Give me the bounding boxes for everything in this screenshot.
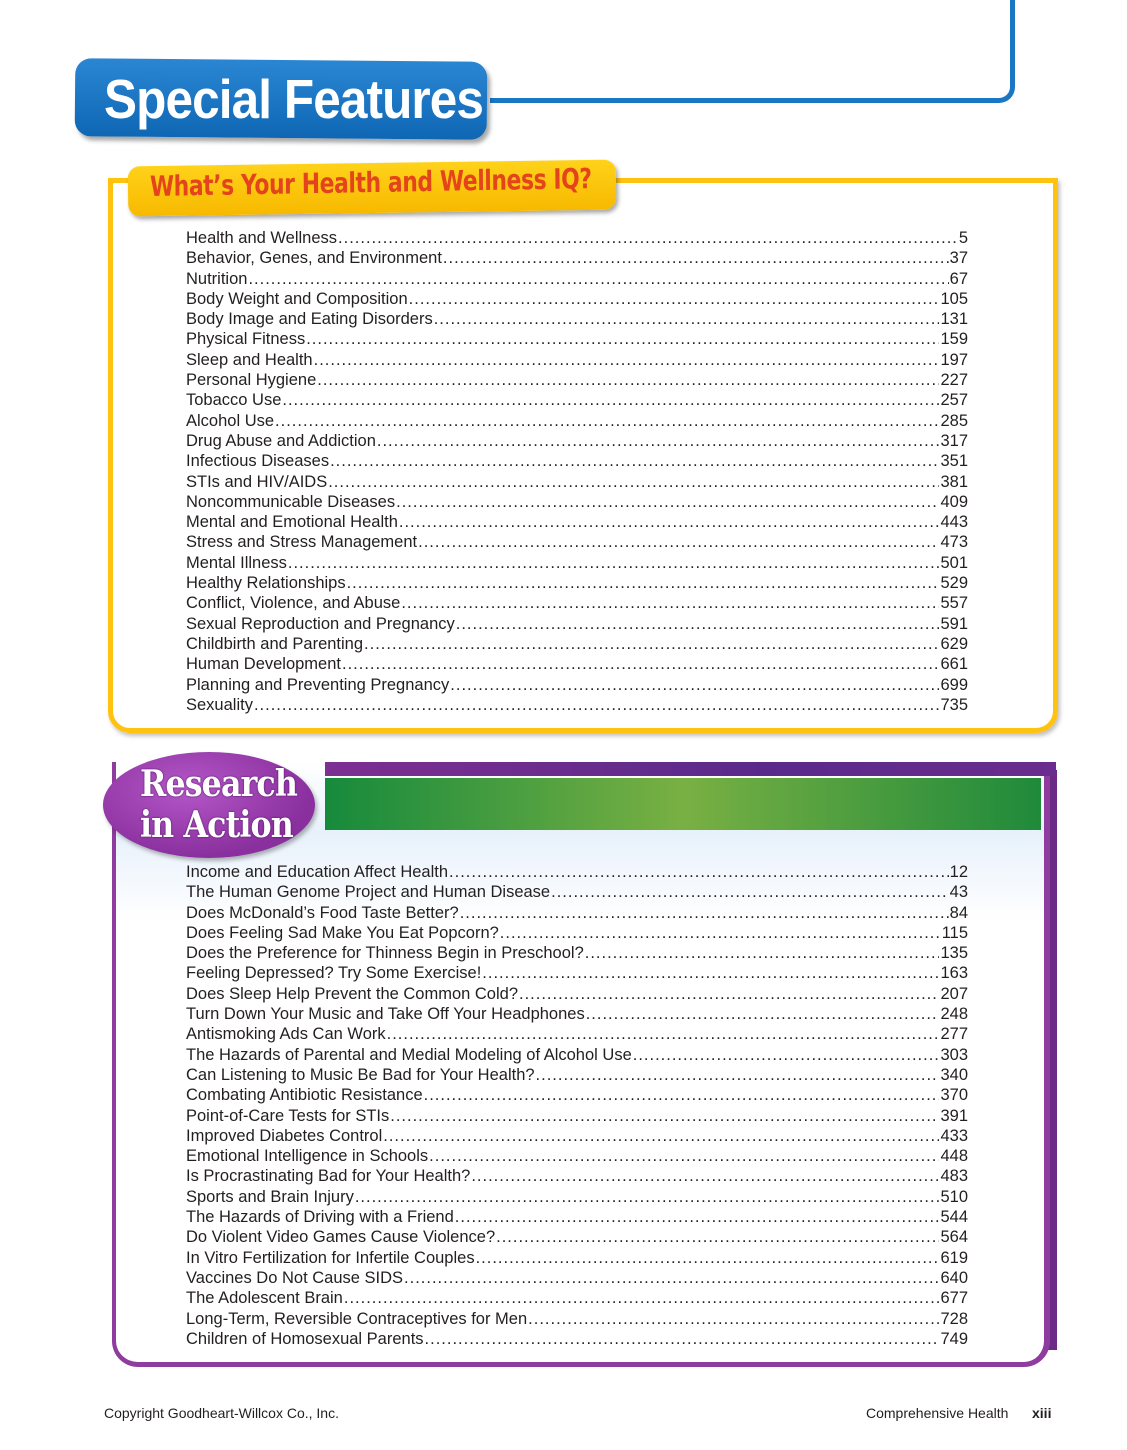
toc-entry-page: 544 <box>940 1208 968 1227</box>
page-title: Special Features <box>104 68 484 130</box>
toc-entry <box>186 329 968 349</box>
toc-entry <box>186 1166 968 1186</box>
toc-entry-title: The Hazards of Parental and Medial Modeling of Alcohol Use <box>186 1045 632 1064</box>
toc-entry-page: 443 <box>940 513 968 532</box>
dot-leader <box>425 1329 940 1349</box>
toc-entry <box>186 1227 968 1247</box>
dot-leader <box>338 228 958 248</box>
dot-leader <box>551 882 949 902</box>
toc-entry-title: The Human Genome Project and Human Disease <box>186 883 551 902</box>
dot-leader <box>401 593 939 613</box>
toc-entry-title: Can Listening to Music Be Bad for Your Health? <box>186 1065 535 1084</box>
toc-entry <box>186 963 968 983</box>
toc-entry-page: 735 <box>940 695 968 714</box>
toc-entry-title: Feeling Depressed? Try Some Exercise! <box>186 964 482 983</box>
toc-entry <box>186 1248 968 1268</box>
toc-entry-title: STIs and HIV/AIDS <box>186 472 328 491</box>
dot-leader <box>434 309 940 329</box>
research-top-bar <box>325 762 1056 776</box>
toc-entry <box>186 1309 968 1329</box>
dot-leader <box>314 350 940 370</box>
toc-entry-title: Do Violent Video Games Cause Violence? <box>186 1228 496 1247</box>
toc-entry-title: Combating Antibiotic Resistance <box>186 1086 423 1105</box>
toc-entry-title: Income and Education Affect Health <box>186 863 449 881</box>
toc-entry <box>186 228 968 248</box>
toc-entry <box>186 512 968 532</box>
toc-entry-title: Planning and Preventing Pregnancy <box>186 675 450 694</box>
toc-entry-page: 728 <box>940 1309 968 1328</box>
toc-entry <box>186 573 968 593</box>
dot-leader <box>424 1085 940 1105</box>
toc-entry-title: Vaccines Do Not Cause SIDS <box>186 1268 404 1287</box>
toc-entry-page: 115 <box>941 923 968 942</box>
toc-entry <box>186 532 968 552</box>
dot-leader <box>476 1248 940 1268</box>
toc-entry <box>186 943 968 963</box>
dot-leader <box>418 532 939 552</box>
dot-leader <box>443 248 949 268</box>
toc-entry-title: Alcohol Use <box>186 411 275 430</box>
toc-entry <box>186 882 968 902</box>
dot-leader <box>342 654 939 674</box>
toc-entry-title: Body Image and Eating Disorders <box>186 310 433 329</box>
dot-leader <box>344 1288 940 1308</box>
toc-entry-title: Behavior, Genes, and Environment <box>186 249 442 268</box>
dot-leader <box>377 431 940 451</box>
toc-entry <box>186 269 968 289</box>
toc-entry-title: Conflict, Violence, and Abuse <box>186 594 401 613</box>
health-iq-list <box>186 228 968 715</box>
research-green-banner <box>325 778 1041 830</box>
dot-leader <box>317 370 939 390</box>
toc-entry-page: 557 <box>940 594 968 613</box>
toc-entry <box>186 1004 968 1024</box>
dot-leader <box>585 943 940 963</box>
toc-entry-title: Drug Abuse and Addiction <box>186 431 376 450</box>
dot-leader <box>500 923 941 943</box>
toc-entry-title: Noncommunicable Diseases <box>186 492 396 511</box>
toc-entry-title: Long-Term, Reversible Contraceptives for Men <box>186 1309 528 1328</box>
toc-entry-title: Health and Wellness <box>186 229 338 247</box>
dot-leader <box>355 1187 940 1207</box>
dot-leader <box>347 573 940 593</box>
toc-entry <box>186 1065 968 1085</box>
toc-entry-page: 227 <box>940 371 968 390</box>
toc-entry-title: Healthy Relationships <box>186 574 346 593</box>
dot-leader <box>275 411 939 431</box>
dot-leader <box>383 1126 939 1146</box>
toc-entry-title: Children of Homosexual Parents <box>186 1329 424 1348</box>
dot-leader <box>471 1166 939 1186</box>
dot-leader <box>390 1106 939 1126</box>
dot-leader <box>399 512 940 532</box>
dot-leader <box>387 1024 940 1044</box>
research-title-line1: Research <box>140 763 297 805</box>
dot-leader <box>450 675 939 695</box>
toc-entry-title: Antismoking Ads Can Work <box>186 1025 386 1044</box>
toc-entry-page: 661 <box>940 655 968 674</box>
toc-entry <box>186 553 968 573</box>
toc-entry-page: 370 <box>940 1086 968 1105</box>
dot-leader <box>306 329 939 349</box>
toc-entry <box>186 1207 968 1227</box>
toc-entry-title: Stress and Stress Management <box>186 533 418 552</box>
toc-entry-page: 391 <box>940 1106 968 1125</box>
toc-entry-page: 135 <box>940 944 968 963</box>
toc-entry-title: The Hazards of Driving with a Friend <box>186 1208 454 1227</box>
toc-entry-title: Body Weight and Composition <box>186 289 408 308</box>
toc-entry-title: Turn Down Your Music and Take Off Your Headphones <box>186 1005 585 1024</box>
dot-leader <box>364 634 939 654</box>
toc-entry-page: 131 <box>940 310 968 329</box>
toc-entry-page: 677 <box>940 1289 968 1308</box>
toc-entry-page: 749 <box>940 1329 968 1348</box>
dot-leader <box>456 614 940 634</box>
toc-entry <box>186 923 968 943</box>
toc-entry-title: Does Feeling Sad Make You Eat Popcorn? <box>186 923 499 942</box>
toc-entry-page: 5 <box>958 229 968 247</box>
dot-leader <box>330 451 939 471</box>
toc-entry-title: Does the Preference for Thinness Begin in Preschool? <box>186 944 584 963</box>
toc-entry <box>186 1288 968 1308</box>
toc-entry-page: 483 <box>940 1167 968 1186</box>
toc-entry <box>186 862 968 882</box>
footer-page-number: xiii <box>1032 1405 1052 1421</box>
toc-entry <box>186 654 968 674</box>
dot-leader <box>528 1309 939 1329</box>
toc-entry-title: In Vitro Fertilization for Infertile Couples <box>186 1248 475 1267</box>
toc-entry <box>186 492 968 512</box>
toc-entry-page: 67 <box>949 269 968 288</box>
toc-entry <box>186 1126 968 1146</box>
toc-entry <box>186 411 968 431</box>
toc-entry-page: 619 <box>940 1248 968 1267</box>
toc-entry <box>186 472 968 492</box>
toc-entry <box>186 695 968 715</box>
toc-entry <box>186 903 968 923</box>
toc-entry <box>186 1085 968 1105</box>
toc-entry <box>186 248 968 268</box>
toc-entry-title: Mental and Emotional Health <box>186 513 398 532</box>
header-frame <box>490 0 1015 103</box>
toc-entry-page: 529 <box>940 574 968 593</box>
footer-copyright: Copyright Goodheart-Willcox Co., Inc. <box>104 1405 339 1421</box>
dot-leader <box>482 963 939 983</box>
toc-entry-title: Tobacco Use <box>186 391 282 410</box>
toc-entry-page: 448 <box>940 1147 968 1166</box>
toc-entry <box>186 1146 968 1166</box>
toc-entry <box>186 1187 968 1207</box>
toc-entry-title: Emotional Intelligence in Schools <box>186 1147 429 1166</box>
toc-entry-title: Sleep and Health <box>186 350 313 369</box>
toc-entry <box>186 1106 968 1126</box>
toc-entry-title: Childbirth and Parenting <box>186 634 364 653</box>
toc-entry <box>186 390 968 410</box>
toc-entry-title: Point-of-Care Tests for STIs <box>186 1106 390 1125</box>
research-list <box>186 862 968 1349</box>
toc-entry-title: Infectious Diseases <box>186 452 330 471</box>
toc-entry <box>186 634 968 654</box>
toc-entry <box>186 593 968 613</box>
toc-entry-title: Sports and Brain Injury <box>186 1187 354 1206</box>
toc-entry <box>186 431 968 451</box>
toc-entry <box>186 984 968 1004</box>
dot-leader <box>429 1146 939 1166</box>
dot-leader <box>460 903 949 923</box>
toc-entry-page: 640 <box>940 1268 968 1287</box>
toc-entry-page: 159 <box>940 330 968 349</box>
dot-leader <box>455 1207 940 1227</box>
toc-entry-page: 37 <box>949 249 968 268</box>
dot-leader <box>248 269 948 289</box>
dot-leader <box>449 862 949 882</box>
toc-entry-page: 207 <box>940 984 968 1003</box>
toc-entry-page: 163 <box>940 964 968 983</box>
toc-entry-page: 510 <box>940 1187 968 1206</box>
toc-entry-title: Improved Diabetes Control <box>186 1126 383 1145</box>
toc-entry-title: Does McDonald’s Food Taste Better? <box>186 903 459 922</box>
toc-entry-page: 433 <box>940 1126 968 1145</box>
toc-entry <box>186 451 968 471</box>
toc-entry <box>186 289 968 309</box>
toc-entry-page: 105 <box>940 289 968 308</box>
toc-entry-page: 564 <box>940 1228 968 1247</box>
dot-leader <box>328 472 939 492</box>
toc-entry-page: 381 <box>940 472 968 491</box>
toc-entry-page: 277 <box>940 1025 968 1044</box>
toc-entry <box>186 309 968 329</box>
toc-entry-page: 248 <box>940 1005 968 1024</box>
toc-entry-title: Does Sleep Help Prevent the Common Cold? <box>186 984 519 1003</box>
toc-entry <box>186 675 968 695</box>
toc-entry <box>186 1268 968 1288</box>
toc-entry-page: 699 <box>940 675 968 694</box>
toc-entry <box>186 1024 968 1044</box>
dot-leader <box>282 390 939 410</box>
toc-entry-title: Sexual Reproduction and Pregnancy <box>186 614 455 633</box>
toc-entry-page: 591 <box>940 614 968 633</box>
toc-entry-title: Sexuality <box>186 695 253 714</box>
toc-entry <box>186 370 968 390</box>
toc-entry-page: 501 <box>940 553 968 572</box>
toc-entry-title: Is Procrastinating Bad for Your Health? <box>186 1167 471 1186</box>
dot-leader <box>633 1045 940 1065</box>
toc-entry-title: Mental Illness <box>186 553 287 572</box>
dot-leader <box>404 1268 939 1288</box>
toc-entry <box>186 1045 968 1065</box>
toc-entry <box>186 350 968 370</box>
toc-entry-page: 340 <box>940 1065 968 1084</box>
dot-leader <box>586 1004 940 1024</box>
dot-leader <box>536 1065 940 1085</box>
toc-entry-page: 473 <box>940 533 968 552</box>
toc-entry-page: 317 <box>940 431 968 450</box>
toc-entry-page: 629 <box>940 634 968 653</box>
dot-leader <box>288 553 940 573</box>
toc-entry-page: 257 <box>940 391 968 410</box>
toc-entry-title: Nutrition <box>186 269 248 288</box>
toc-entry-title: The Adolescent Brain <box>186 1289 343 1308</box>
toc-entry-title: Human Development <box>186 655 341 674</box>
toc-entry-page: 351 <box>940 452 968 471</box>
toc-entry-page: 197 <box>940 350 968 369</box>
toc-entry-page: 84 <box>949 903 968 922</box>
dot-leader <box>409 289 940 309</box>
toc-entry-page: 43 <box>949 883 968 902</box>
dot-leader <box>496 1227 939 1247</box>
dot-leader <box>254 695 940 715</box>
research-title-line2: in Action <box>140 804 293 846</box>
footer-book-title: Comprehensive Health <box>866 1405 1009 1421</box>
dot-leader <box>519 984 939 1004</box>
toc-entry-page: 12 <box>949 863 968 881</box>
dot-leader <box>396 492 939 512</box>
toc-entry-page: 409 <box>940 492 968 511</box>
toc-entry <box>186 1329 968 1349</box>
toc-entry-title: Physical Fitness <box>186 330 306 349</box>
toc-entry-title: Personal Hygiene <box>186 371 317 390</box>
toc-entry <box>186 614 968 634</box>
toc-entry-page: 303 <box>940 1045 968 1064</box>
toc-entry-page: 285 <box>940 411 968 430</box>
health-iq-title: What’s Your Health and Wellness IQ? <box>149 162 592 203</box>
